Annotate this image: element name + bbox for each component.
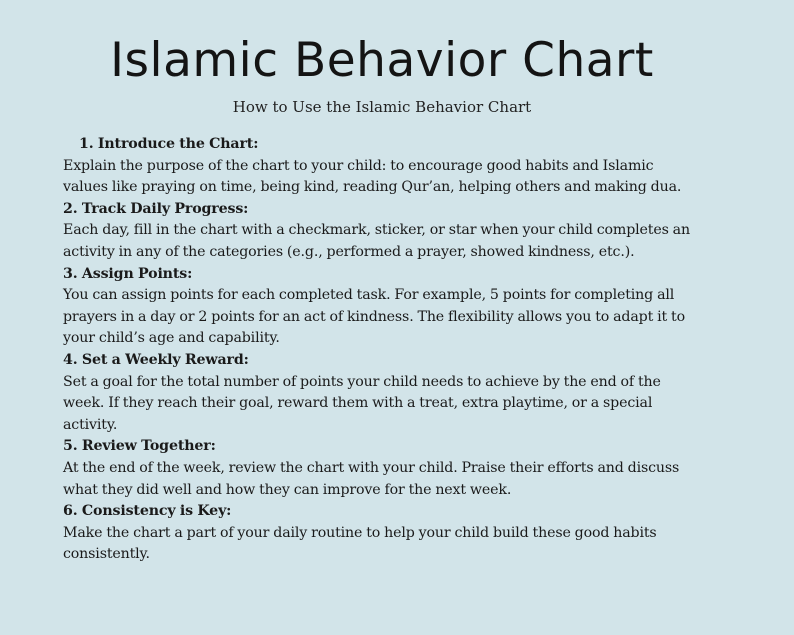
step-heading-reward: 4. Set a Weekly Reward:	[63, 351, 249, 368]
step-heading-points: 3. Assign Points:	[63, 265, 193, 282]
step-body-track: Each day, fill in the chart with a checkmark, sticker, or star when your child completes an activity in any of the categories (e.g., performed a prayer, showed kindness, etc.).	[63, 222, 690, 260]
page-subtitle: How to Use the Islamic Behavior Chart	[232, 98, 532, 116]
step-body-reward: Set a goal for the total number of points your child needs to achieve by the end of the week. If they reach their goal, reward them with a treat, extra playtime, or a special activity.	[63, 373, 661, 433]
step-body-consistency: Make the chart a part of your daily routine to help your child build these good habits consistently.	[63, 524, 657, 563]
step-heading-introduce: 1. Introduce the Chart:	[79, 136, 259, 152]
step-heading-review: 5. Review Together:	[63, 438, 216, 455]
step-heading-consistency: 6. Consistency is Key:	[63, 503, 232, 520]
page-title: Islamic Behavior Chart	[110, 33, 654, 88]
step-heading-track: 2. Track Daily Progress:	[63, 200, 249, 217]
instructions-list	[63, 134, 763, 566]
step-body-review: At the end of the week, review the chart with your child. Praise their efforts and discuss what they did well and how they can improve for the next week.	[63, 459, 680, 498]
step-body-introduce: Explain the purpose of the chart to your child: to encourage good habits and Islamic values like praying on time, being kind, reading Qur’an, helping others and making dua.	[63, 157, 682, 196]
step-body-points: You can assign points for each completed task. For example, 5 points for completing all prayers in a day or 2 points for an act of kindness. The flexibility allows you to adapt it to your child’s age and capability.	[63, 287, 685, 347]
